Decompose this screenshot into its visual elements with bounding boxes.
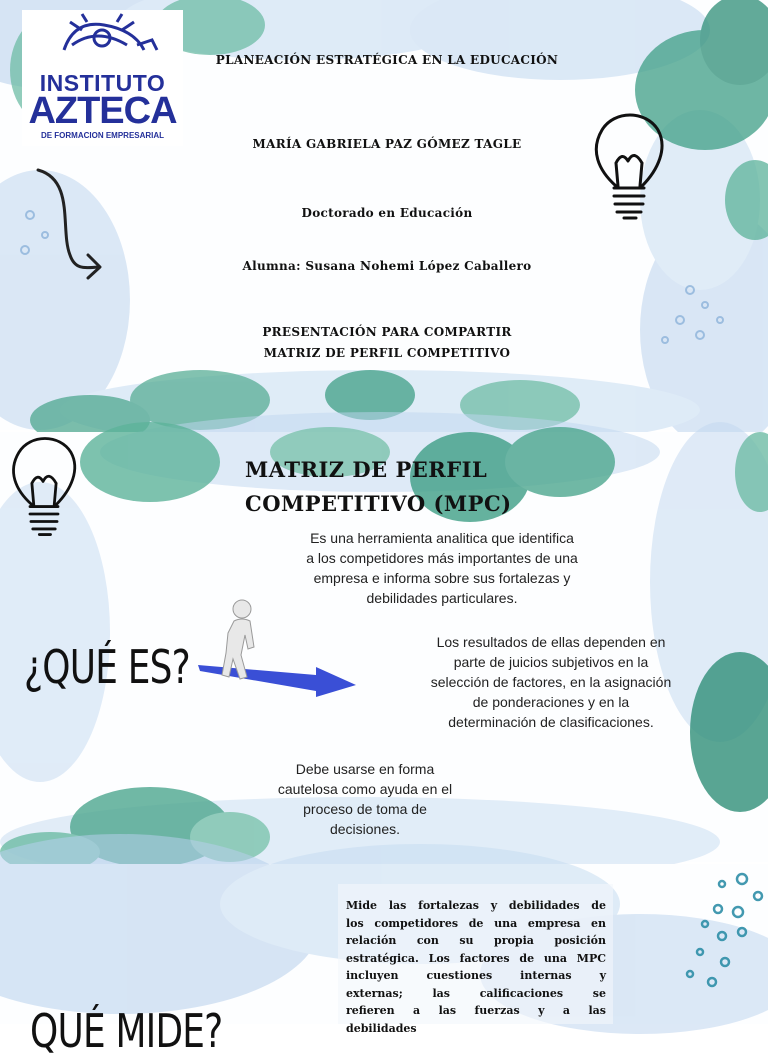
text-line: debilidades particulares. [366,590,518,606]
text-line: decisiones. [329,821,401,837]
person-on-arrow-icon [196,597,361,697]
results-paragraph [404,632,698,732]
text-line: de ponderaciones y en la [472,694,630,710]
course-title: PLANEACIÓN ESTRATÉGICA EN LA EDUCACIÓN [215,53,559,67]
text-line: debilidades [346,1021,417,1035]
text-line: Los resultados de ellas dependen en [436,634,666,650]
text-line: proceso de toma de [303,801,427,817]
text-line: cautelosa como ayuda en el [277,781,453,797]
text-line: determinación de clasificaciones. [448,714,654,730]
text-line: externas; las calificaciones se [346,986,606,1000]
text-line: Es una herramienta analitica que identifica [310,530,574,546]
text-line: los competidores de una empresa en [346,916,606,930]
program-name: Doctorado en Educación [301,206,473,220]
text-line: relación con su propia posición [346,934,606,947]
slide-que-es [0,432,768,862]
teacher-name: MARÍA GABRIELA PAZ GÓMEZ TAGLE [252,137,522,151]
text-line: estratégica. Los factores de una MPC [346,951,606,965]
text-line: a los competidores más importantes de una [306,550,578,566]
text-line: selección de factores, en la asignación [430,674,672,690]
institute-logo [22,10,183,146]
student-name: Alumna: Susana Nohemi López Caballero [242,259,532,273]
caution-paragraph [250,759,480,839]
text-line: Debe usarse en forma [295,761,435,777]
lightbulb-icon [588,108,670,226]
que-mide-paragraph [346,897,606,1037]
que-mide-heading: QUÉ MIDE? [30,1004,223,1058]
lightbulb-icon [4,432,84,542]
logo-text-instituto: INSTITUTO [39,70,166,96]
slide-title-line-2: COMPETITIVO (MPC) [245,491,512,516]
logo-text-subtitle: DE FORMACION EMPRESARIAL [40,131,165,140]
text-line: refieren a las fuerzas y a las [346,1004,606,1017]
presentation-line-1: PRESENTACIÓN PARA COMPARTIR [262,325,512,339]
slide-title [0,0,768,430]
text-line: Mide las fortalezas y debilidades de [346,899,606,912]
slide-title-line-1: MATRIZ DE PERFIL [245,457,488,482]
text-line: parte de juicios subjetivos en la [453,654,649,670]
slide-que-mide [0,864,768,1058]
curved-arrow-icon [30,160,110,290]
text-line: incluyen cuestiones internas y [346,969,606,982]
logo-text-azteca: AZTECA [28,90,177,132]
definition-paragraph [292,528,592,608]
que-es-heading: ¿QUÉ ES? [24,640,190,694]
presentation-line-2: MATRIZ DE PERFIL COMPETITIVO [263,346,511,360]
text-line: empresa e informa sobre sus fortalezas y [313,570,571,586]
